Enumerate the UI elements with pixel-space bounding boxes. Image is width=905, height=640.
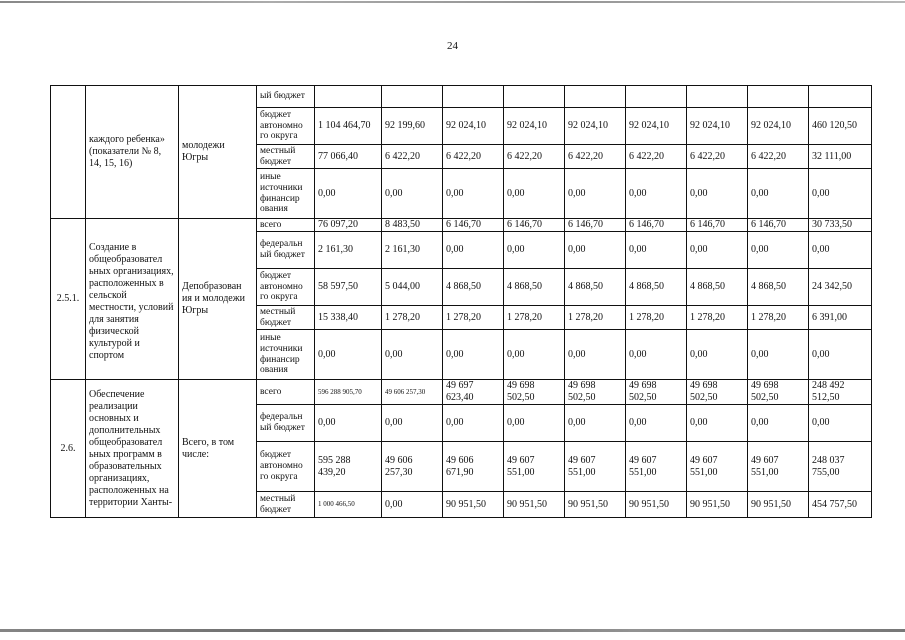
value-cell: 1 278,20 [748, 306, 809, 330]
value-cell: 0,00 [748, 330, 809, 380]
value-cell: 0,00 [809, 405, 872, 442]
funding-source-cell: местный бюджет [257, 145, 315, 169]
value-cell [315, 86, 382, 108]
value-cell: 1 278,20 [626, 306, 687, 330]
value-cell: 1 000 466,50 [315, 492, 382, 518]
value-cell: 90 951,50 [626, 492, 687, 518]
value-cell: 4 868,50 [687, 269, 748, 306]
value-cell: 0,00 [382, 405, 443, 442]
measure-name-cell: Обеспечение реализации основных и дополнительных общеобразовател ьных программ в образовательных организациях, расположенных на территории Ханты- [86, 380, 179, 518]
executor-cell: Депобразован ия и молодежи Югры [179, 219, 257, 380]
funding-source-cell: ый бюджет [257, 86, 315, 108]
value-cell: 596 288 905,70 [315, 380, 382, 405]
value-cell: 0,00 [565, 232, 626, 269]
value-cell: 460 120,50 [809, 108, 872, 145]
value-cell: 0,00 [504, 169, 565, 219]
value-cell [443, 86, 504, 108]
funding-source-cell: всего [257, 219, 315, 232]
row-number-cell: 2.6. [51, 380, 86, 518]
value-cell: 1 278,20 [504, 306, 565, 330]
value-cell: 0,00 [809, 232, 872, 269]
funding-source-cell: федеральн ый бюджет [257, 232, 315, 269]
value-cell: 92 024,10 [687, 108, 748, 145]
value-cell: 90 951,50 [687, 492, 748, 518]
value-cell: 0,00 [443, 169, 504, 219]
value-cell: 0,00 [443, 330, 504, 380]
table-row [51, 219, 872, 232]
value-cell: 1 104 464,70 [315, 108, 382, 145]
value-cell: 6 422,20 [382, 145, 443, 169]
value-cell: 49 698 502,50 [687, 380, 748, 405]
value-cell: 49 606 257,30 [382, 442, 443, 492]
value-cell: 4 868,50 [565, 269, 626, 306]
value-cell: 0,00 [565, 330, 626, 380]
value-cell: 1 278,20 [565, 306, 626, 330]
value-cell: 49 607 551,00 [626, 442, 687, 492]
row-number-cell [51, 86, 86, 219]
value-cell: 0,00 [626, 232, 687, 269]
value-cell: 6 422,20 [565, 145, 626, 169]
value-cell: 595 288 439,20 [315, 442, 382, 492]
value-cell [687, 86, 748, 108]
value-cell: 6 422,20 [626, 145, 687, 169]
value-cell: 32 111,00 [809, 145, 872, 169]
value-cell: 30 733,50 [809, 219, 872, 232]
value-cell: 0,00 [809, 330, 872, 380]
value-cell: 0,00 [687, 169, 748, 219]
value-cell [504, 86, 565, 108]
value-cell: 0,00 [504, 232, 565, 269]
value-cell: 0,00 [315, 405, 382, 442]
value-cell: 6 422,20 [504, 145, 565, 169]
value-cell: 6 146,70 [504, 219, 565, 232]
value-cell: 49 698 502,50 [626, 380, 687, 405]
value-cell: 248 037 755,00 [809, 442, 872, 492]
value-cell: 0,00 [626, 405, 687, 442]
value-cell: 2 161,30 [315, 232, 382, 269]
value-cell: 92 024,10 [748, 108, 809, 145]
value-cell: 0,00 [382, 330, 443, 380]
value-cell: 0,00 [504, 330, 565, 380]
value-cell: 0,00 [504, 405, 565, 442]
value-cell: 6 146,70 [687, 219, 748, 232]
value-cell [382, 86, 443, 108]
value-cell: 49 607 551,00 [748, 442, 809, 492]
value-cell: 49 606 671,90 [443, 442, 504, 492]
value-cell: 0,00 [626, 330, 687, 380]
value-cell: 8 483,50 [382, 219, 443, 232]
value-cell: 1 278,20 [687, 306, 748, 330]
value-cell: 6 422,20 [748, 145, 809, 169]
value-cell: 6 146,70 [748, 219, 809, 232]
measure-name-cell: Создание в общеобразовател ьных организациях, расположенных в сельской местности, условий для занятия физической культурой и спортом [86, 219, 179, 380]
executor-cell: молодежи Югры [179, 86, 257, 219]
funding-source-cell: иные источники финансир ования [257, 330, 315, 380]
row-number-cell: 2.5.1. [51, 219, 86, 380]
measure-name-cell: каждого ребенка» (показатели № 8, 14, 15, 16) [86, 86, 179, 219]
value-cell: 6 146,70 [626, 219, 687, 232]
funding-source-cell: иные источники финансир ования [257, 169, 315, 219]
budget-table [50, 85, 872, 518]
value-cell: 4 868,50 [443, 269, 504, 306]
value-cell: 77 066,40 [315, 145, 382, 169]
value-cell: 4 868,50 [504, 269, 565, 306]
value-cell [565, 86, 626, 108]
value-cell: 92 024,10 [565, 108, 626, 145]
value-cell: 0,00 [748, 405, 809, 442]
value-cell: 0,00 [382, 492, 443, 518]
value-cell: 1 278,20 [443, 306, 504, 330]
value-cell: 6 146,70 [443, 219, 504, 232]
value-cell: 6 146,70 [565, 219, 626, 232]
value-cell: 49 606 257,30 [382, 380, 443, 405]
value-cell: 0,00 [565, 405, 626, 442]
value-cell: 0,00 [687, 232, 748, 269]
value-cell: 0,00 [687, 405, 748, 442]
value-cell: 0,00 [443, 405, 504, 442]
funding-source-cell: федеральн ый бюджет [257, 405, 315, 442]
funding-source-cell: местный бюджет [257, 306, 315, 330]
value-cell: 49 698 502,50 [504, 380, 565, 405]
value-cell: 90 951,50 [565, 492, 626, 518]
value-cell [809, 86, 872, 108]
value-cell: 15 338,40 [315, 306, 382, 330]
value-cell: 90 951,50 [443, 492, 504, 518]
funding-source-cell: местный бюджет [257, 492, 315, 518]
value-cell: 0,00 [315, 169, 382, 219]
value-cell: 0,00 [565, 169, 626, 219]
funding-source-cell: бюджет автономно го округа [257, 269, 315, 306]
value-cell: 49 607 551,00 [504, 442, 565, 492]
scan-edge-top [0, 1, 905, 3]
funding-source-cell: всего [257, 380, 315, 405]
table-row [51, 380, 872, 405]
value-cell: 92 199,60 [382, 108, 443, 145]
value-cell: 0,00 [748, 232, 809, 269]
value-cell: 49 697 623,40 [443, 380, 504, 405]
scan-edge-bottom [0, 629, 905, 632]
value-cell: 90 951,50 [748, 492, 809, 518]
value-cell: 4 868,50 [626, 269, 687, 306]
value-cell: 0,00 [687, 330, 748, 380]
value-cell: 0,00 [315, 330, 382, 380]
value-cell: 0,00 [382, 169, 443, 219]
value-cell: 2 161,30 [382, 232, 443, 269]
value-cell: 0,00 [748, 169, 809, 219]
value-cell: 90 951,50 [504, 492, 565, 518]
value-cell: 5 044,00 [382, 269, 443, 306]
value-cell: 6 422,20 [443, 145, 504, 169]
value-cell: 454 757,50 [809, 492, 872, 518]
value-cell: 92 024,10 [443, 108, 504, 145]
value-cell: 92 024,10 [626, 108, 687, 145]
value-cell: 92 024,10 [504, 108, 565, 145]
value-cell: 49 607 551,00 [565, 442, 626, 492]
value-cell [748, 86, 809, 108]
value-cell: 49 607 551,00 [687, 442, 748, 492]
value-cell: 6 422,20 [687, 145, 748, 169]
value-cell: 0,00 [809, 169, 872, 219]
value-cell: 0,00 [626, 169, 687, 219]
value-cell: 4 868,50 [748, 269, 809, 306]
value-cell: 6 391,00 [809, 306, 872, 330]
funding-source-cell: бюджет автономно го округа [257, 442, 315, 492]
table-row [51, 86, 872, 108]
value-cell: 248 492 512,50 [809, 380, 872, 405]
value-cell: 0,00 [443, 232, 504, 269]
page-number: 24 [447, 40, 458, 52]
value-cell: 58 597,50 [315, 269, 382, 306]
executor-cell: Всего, в том числе: [179, 380, 257, 518]
value-cell [626, 86, 687, 108]
value-cell: 76 097,20 [315, 219, 382, 232]
value-cell: 49 698 502,50 [748, 380, 809, 405]
value-cell: 1 278,20 [382, 306, 443, 330]
value-cell: 24 342,50 [809, 269, 872, 306]
value-cell: 49 698 502,50 [565, 380, 626, 405]
funding-source-cell: бюджет автономно го округа [257, 108, 315, 145]
